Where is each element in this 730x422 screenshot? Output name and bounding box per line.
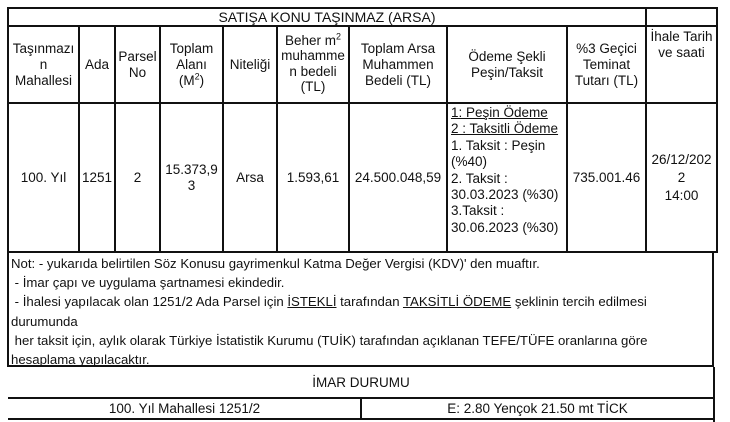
cell-ihale xyxy=(647,104,716,251)
header-text: Bedeli (TL) xyxy=(364,72,432,88)
header-text: $(M^2)$ xyxy=(178,71,205,88)
header-text: Ödeme Şekli xyxy=(468,48,546,64)
header-text: ve saati xyxy=(658,45,705,60)
imar-right: E: 2.80 Yençok 21.50 mt TİCK xyxy=(447,400,628,416)
header-alan xyxy=(161,27,222,102)
header-text: Alanı xyxy=(176,56,207,72)
table-title: SATIŞA KONU TAŞINMAZ (ARSA) xyxy=(218,9,436,25)
header-text: (TL) xyxy=(300,79,326,94)
cell-parsel: 2 xyxy=(133,169,142,185)
note-line: her taksit için, aylık olarak Türkiye İstatistik Kurumu (TUİK) tarafından açıklanan TEFE/TÜFE oranlarına göre xyxy=(11,332,648,348)
header-text: muhamme xyxy=(281,48,345,63)
payment-option-taksitli: 2 : Taksitli Ödeme xyxy=(451,121,559,137)
header-text: Beher $m^2$ xyxy=(284,31,342,48)
note-line: hesaplama yapılacaktır. xyxy=(11,352,150,368)
payment-line: 2. Taksit : xyxy=(451,170,508,186)
note-line: Not: - yukarıda belirtilen Söz Konusu gayrimenkul Katma Değer Vergisi (KDV)' den muaftır. xyxy=(11,256,540,271)
header-nitelik: Niteliği xyxy=(229,56,271,72)
cell-alan xyxy=(161,104,222,251)
note-line: - İhalesi yapılacak olan 1251/2 Ada Parsel için İSTEKLİ tarafından TAKSİTLİ ÖDEME şeklinin tercih edilmesi xyxy=(11,294,647,310)
header-text: Muhammen xyxy=(362,56,434,72)
imar-left: 100. Yıl Mahallesi 1251/2 xyxy=(108,400,261,416)
cell-mahalle: 100. Yıl xyxy=(20,169,67,185)
header-text: Toplam Arsa xyxy=(360,40,436,56)
header-text: Peşin/Taksit xyxy=(470,64,544,80)
payment-line: 30.03.2023 (%30) xyxy=(451,187,559,203)
note-section xyxy=(11,254,711,369)
header-odeme xyxy=(448,27,566,102)
cell-text: 15.373,9 xyxy=(165,161,218,177)
payment-line: (%40) xyxy=(451,154,488,170)
cell-text: 14:00 xyxy=(664,187,699,203)
imar-title: İMAR DURUMU xyxy=(312,375,410,390)
header-mahalle xyxy=(9,27,78,102)
note-line: durumunda xyxy=(11,313,78,329)
cell-ada: 1251 xyxy=(81,169,113,185)
header-beher xyxy=(278,25,348,102)
cell-text: 3 xyxy=(187,177,196,193)
cell-teminat: 735.001.46 xyxy=(572,169,641,185)
payment-line: 1. Taksit : Peşin xyxy=(451,137,546,153)
payment-line: 30.06.2023 (%30) xyxy=(451,219,559,235)
header-text: No xyxy=(128,64,147,80)
header-text: n bedeli xyxy=(289,63,337,79)
header-text: %3 Geçici xyxy=(576,40,637,56)
header-text: Mahallesi xyxy=(14,72,73,88)
note-line: - İmar çapı ve uygulama şartnamesi ekindedir. xyxy=(11,275,285,291)
header-text: Parsel xyxy=(118,48,157,64)
header-teminat xyxy=(568,27,645,102)
cell-beher: 1.593,61 xyxy=(286,169,340,185)
cell-odeme xyxy=(451,105,566,236)
cell-nitelik: Arsa xyxy=(236,169,264,185)
header-ada: Ada xyxy=(84,56,110,72)
header-parsel xyxy=(116,27,159,102)
header-text: Teminat xyxy=(582,56,631,72)
payment-line: 3.Taksit : xyxy=(451,203,505,219)
cell-text: 2 xyxy=(677,169,686,185)
cell-toplam-bedel: 24.500.048,59 xyxy=(354,169,442,185)
cell-text: 26/12/202 xyxy=(651,151,712,167)
header-text: Toplam xyxy=(169,40,214,56)
payment-option-pesin: 1: Peşin Ödeme xyxy=(451,105,548,120)
header-text: İhale Tarih xyxy=(650,29,713,44)
header-toplam-bedel xyxy=(350,27,446,102)
header-text: Tutarı (TL) xyxy=(574,72,639,88)
header-ihale xyxy=(647,29,716,69)
header-text: Taşınmazı xyxy=(12,40,75,56)
header-text: n xyxy=(39,56,48,72)
